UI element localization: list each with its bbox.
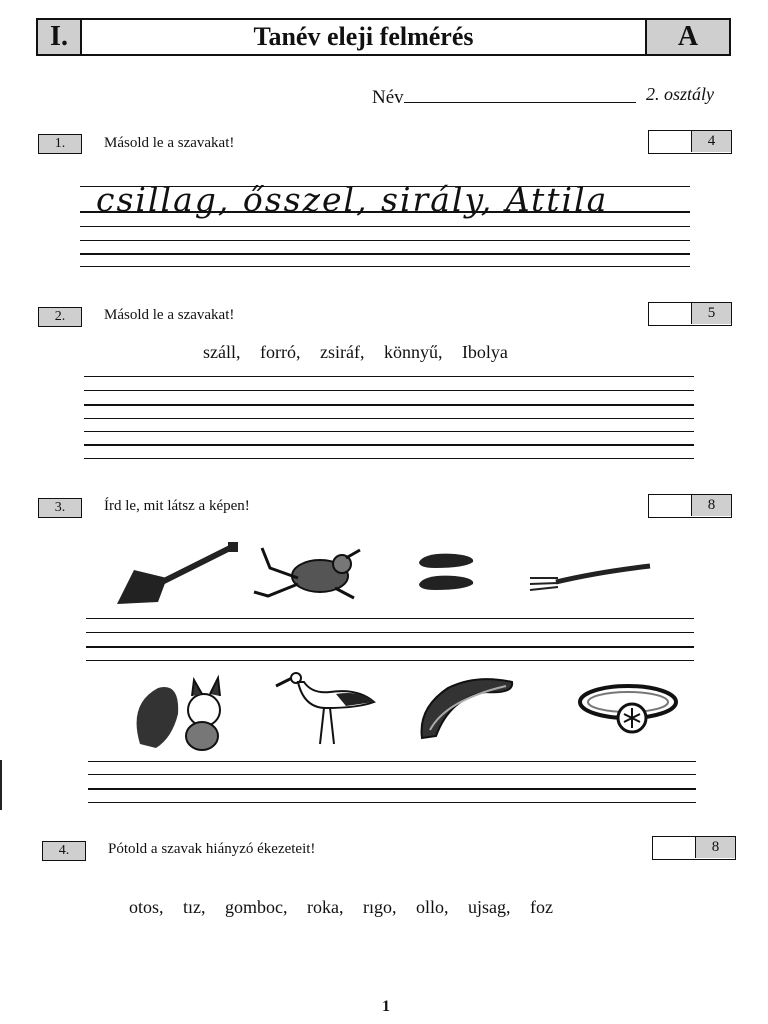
task-1-instruction: Másold le a szavakat! <box>104 135 235 151</box>
page-title: Tanév eleji felmérés <box>253 22 474 51</box>
ring-icon <box>576 674 680 738</box>
writing-line <box>80 240 690 241</box>
task-3-score-box <box>648 494 732 518</box>
name-label: Név <box>372 87 404 108</box>
task-2-score-box <box>648 302 732 326</box>
writing-line <box>84 404 694 406</box>
page-number: 1 <box>382 998 390 1015</box>
name-blank[interactable] <box>404 84 636 103</box>
task-4-score-points: 8 <box>696 837 735 858</box>
stork-icon <box>274 668 378 746</box>
task-3-number: 3. <box>38 498 82 518</box>
task-1-cursive-words: csillag, ősszel, sirály, Attila <box>96 180 609 219</box>
task-2-words: száll, forró, zsiráf, könnyű, Ibolya <box>203 342 508 362</box>
writing-line <box>80 253 690 255</box>
writing-line <box>84 418 694 419</box>
task-3-score-empty[interactable] <box>649 495 692 516</box>
writing-line <box>84 390 694 391</box>
writing-line <box>84 458 694 459</box>
task-4-instruction: Pótold a szavak hiányzó ékezeteit! <box>108 841 316 857</box>
task-1-score-box <box>648 130 732 154</box>
writing-line <box>88 774 696 775</box>
variant-letter: A <box>645 20 729 54</box>
slippers-icon <box>415 548 480 596</box>
writing-line <box>84 376 694 377</box>
name-field[interactable] <box>372 84 636 109</box>
task-1-number: 1. <box>38 134 82 154</box>
writing-line <box>88 761 696 762</box>
task-3-score-points: 8 <box>692 495 731 516</box>
task-4-number: 4. <box>42 841 86 861</box>
task-1-score-points: 4 <box>692 131 731 152</box>
task-2-number: 2. <box>38 307 82 327</box>
seed-pod-icon <box>416 672 518 744</box>
writing-line <box>88 802 696 803</box>
task-4-words: otos, tız, gomboc, roka, rıgo, ollo, ujsag, foz <box>129 897 553 917</box>
task-2-score-empty[interactable] <box>649 303 692 324</box>
shovel-icon <box>112 540 242 612</box>
scan-edge-mark <box>0 760 2 810</box>
writing-line <box>88 788 696 790</box>
writing-line <box>80 266 690 267</box>
task-2-instruction: Másold le a szavakat! <box>104 307 235 323</box>
writing-line <box>86 660 694 661</box>
task-3-instruction: Írd le, mit látsz a képen! <box>104 498 250 514</box>
writing-line <box>86 618 694 619</box>
squirrel-icon <box>132 674 242 754</box>
frog-icon <box>250 538 365 604</box>
writing-line <box>86 646 694 648</box>
task-4-score-box <box>652 836 736 860</box>
writing-line <box>86 632 694 633</box>
unit-number: I. <box>38 20 82 54</box>
task-4-score-empty[interactable] <box>653 837 696 858</box>
writing-line <box>84 444 694 446</box>
writing-line <box>80 226 690 227</box>
task-1-score-empty[interactable] <box>649 131 692 152</box>
writing-line <box>84 431 694 432</box>
grade-label: 2. osztály <box>646 84 715 104</box>
worksheet-header <box>36 18 731 56</box>
fork-icon <box>528 556 656 596</box>
task-2-score-points: 5 <box>692 303 731 324</box>
